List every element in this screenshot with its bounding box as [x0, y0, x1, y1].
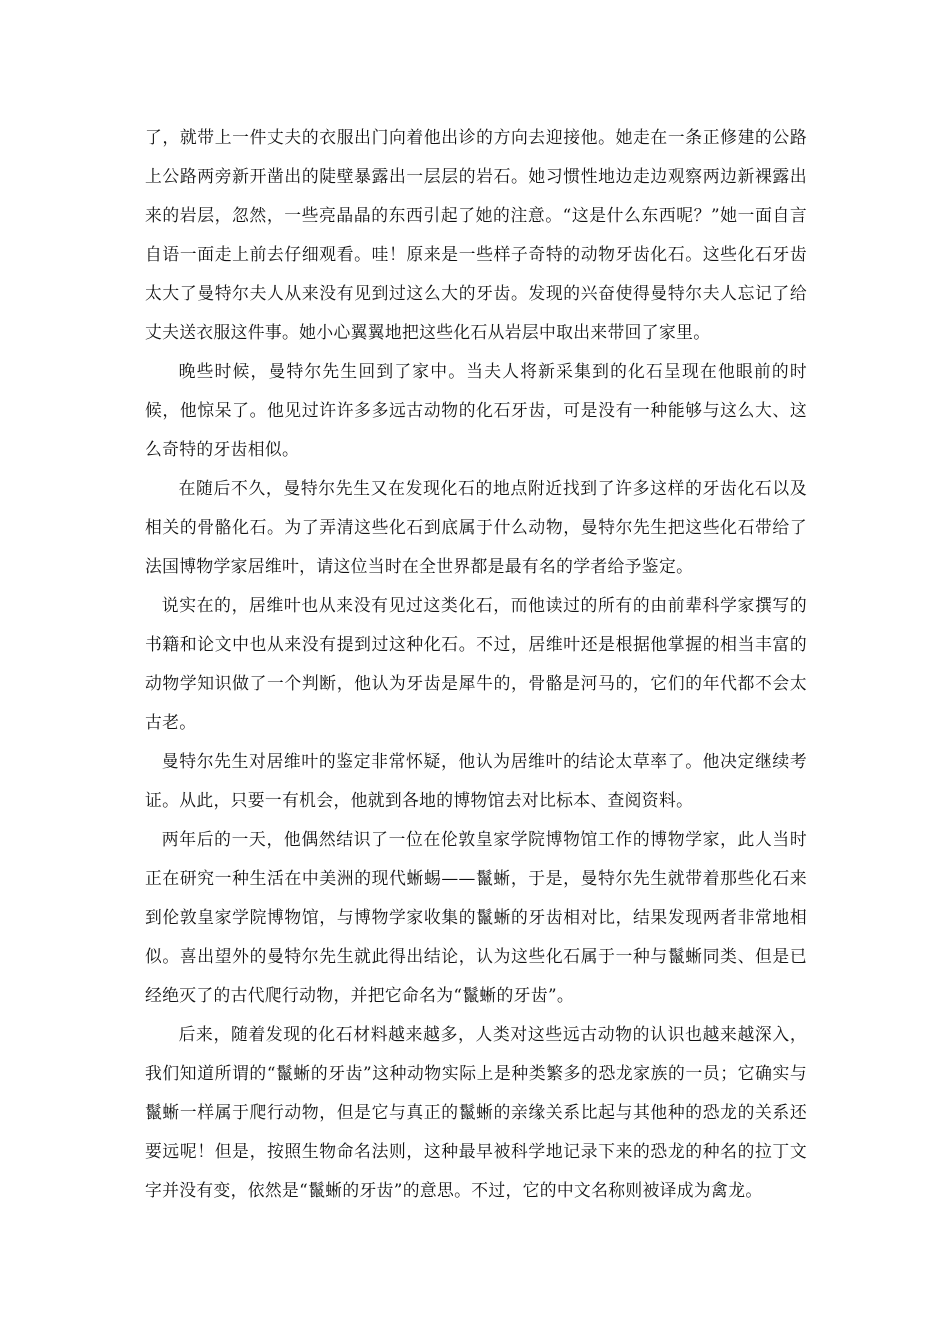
paragraph-6: 两年后的一天，他偶然结识了一位在伦敦皇家学院博物馆工作的博物学家，此人当时正在研究一种生活在中美洲的现代蜥蜴——鬣蜥，于是，曼特尔先生就带着那些化石来到伦敦皇家学院博物馆，与博物学家收集的鬣蜥的牙齿相对比，结果发现两者非常地相似。喜出望外的曼特尔先生就此得出结论，认为这些化石属于一种与鬣蜥同类、但是已经绝灭了的古代爬行动物，并把它命名为“鬣蜥的牙齿”。 [145, 829, 807, 1005]
paragraph-5: 曼特尔先生对居维叶的鉴定非常怀疑，他认为居维叶的结论太草率了。他决定继续考证。从此，只要一有机会，他就到各地的博物馆去对比标本、查阅资料。 [145, 751, 807, 810]
article-body [145, 118, 807, 1210]
paragraph-4: 说实在的，居维叶也从来没有见过这类化石，而他读过的所有的由前辈科学家撰写的书籍和论文中也从来没有提到过这种化石。不过，居维叶还是根据他掌握的相当丰富的动物学知识做了一个判断，他认为牙齿是犀牛的，骨骼是河马的，它们的年代都不会太古老。 [145, 595, 807, 732]
paragraph-1: 了，就带上一件丈夫的衣服出门向着他出诊的方向去迎接他。她走在一条正修建的公路上公路两旁新开凿出的陡壁暴露出一层层的岩石。她习惯性地边走边观察两边新裸露出来的岩层，忽然，一些亮晶晶的东西引起了她的注意。“这是什么东西呢？”她一面自言自语一面走上前去仔细观看。哇！原来是一些样子奇特的动物牙齿化石。这些化石牙齿太大了曼特尔夫人从来没有见到过这么大的牙齿。发现的兴奋使得曼特尔夫人忘记了给丈夫送衣服这件事。她小心翼翼地把这些化石从岩层中取出来带回了家里。 [145, 127, 807, 342]
paragraph-2: 晚些时候，曼特尔先生回到了家中。当夫人将新采集到的化石呈现在他眼前的时候，他惊呆了。他见过许许多多远古动物的化石牙齿，可是没有一种能够与这么大、这么奇特的牙齿相似。 [145, 361, 807, 459]
paragraph-3: 在随后不久，曼特尔先生又在发现化石的地点附近找到了许多这样的牙齿化石以及相关的骨骼化石。为了弄清这些化石到底属于什么动物，曼特尔先生把这些化石带给了法国博物学家居维叶，请这位当时在全世界都是最有名的学者给予鉴定。 [145, 478, 807, 576]
paragraph-7: 后来，随着发现的化石材料越来越多，人类对这些远古动物的认识也越来越深入，我们知道所谓的“鬣蜥的牙齿”这种动物实际上是种类繁多的恐龙家族的一员；它确实与鬣蜥一样属于爬行动物，但是它与真正的鬣蜥的亲缘关系比起与其他种的恐龙的关系还要远呢！但是，按照生物命名法则，这种最早被科学地记录下来的恐龙的种名的拉丁文字并没有变，依然是“鬣蜥的牙齿”的意思。不过，它的中文名称则被译成为禽龙。 [145, 1024, 807, 1200]
